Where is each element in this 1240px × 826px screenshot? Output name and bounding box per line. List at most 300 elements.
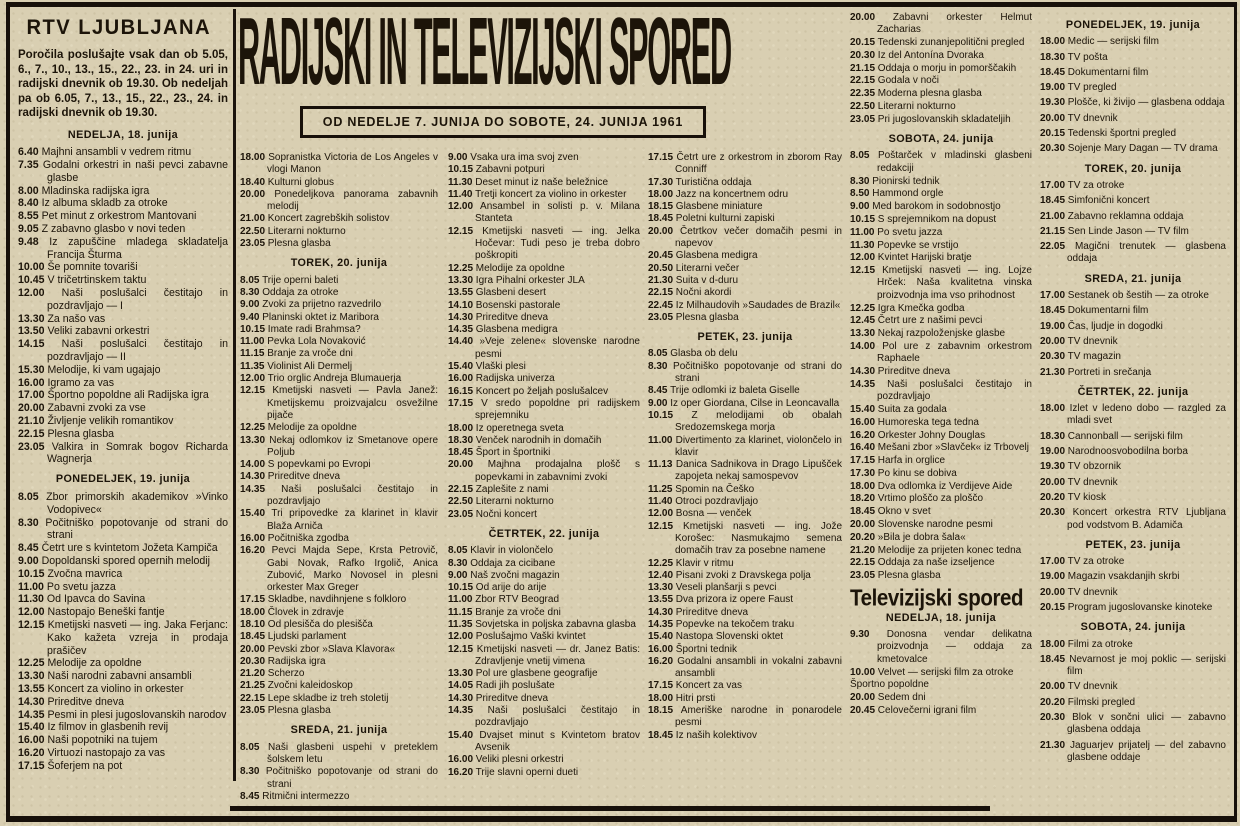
program-entry [850, 214, 1032, 226]
program-time: 8.40 [18, 197, 39, 210]
program-time: 20.20 [850, 531, 876, 543]
program-entry [240, 226, 438, 238]
program-title: Tri pripovedke za klarinet in klavir Blaža Arniča [265, 508, 438, 532]
program-entry [240, 324, 438, 336]
program-time: 20.15 [850, 37, 876, 49]
program-time: 20.30 [1040, 507, 1066, 519]
program-title: Bosna — venček [673, 508, 752, 520]
program-time: 20.45 [648, 250, 674, 262]
program-entry [850, 629, 1032, 666]
program-time: 22.15 [240, 692, 266, 704]
program-time: 17.15 [448, 397, 474, 409]
program-title: Oddaja za otroke [259, 286, 339, 298]
program-entry [648, 385, 842, 397]
program-title: TV pošta [1065, 51, 1108, 63]
program-entry [648, 312, 842, 324]
program-title: Koncert po željah poslušalcev [473, 385, 609, 397]
program-entry [1040, 113, 1226, 125]
program-time: 18.45 [1040, 66, 1066, 78]
program-entry [448, 201, 640, 226]
program-entry [448, 668, 640, 680]
program-title: Kmetijski nasveti — ing. Jaka Ferjanc: Kako kažeta vzreja in prodaja prašičev [44, 618, 228, 657]
program-time: 18.30 [1040, 430, 1066, 442]
program-entry [648, 189, 842, 201]
program-title: Kvintet Harijski bratje [875, 252, 972, 264]
program-title: Plesna glasba [265, 238, 331, 250]
program-title: Cannonball — serijski film [1065, 430, 1183, 442]
program-entry [448, 484, 640, 496]
program-entry [850, 252, 1032, 264]
column-masthead [18, 12, 228, 773]
program-title: Dva odlomka iz Verdijeve Aide [875, 480, 1013, 492]
program-entry [448, 324, 640, 336]
radio-column-3 [448, 152, 640, 779]
program-entry [448, 558, 640, 570]
program-entry [850, 88, 1032, 100]
program-entry [850, 50, 1032, 62]
program-title: Narodnoosvobodilna borba [1065, 446, 1188, 458]
program-entry [1040, 180, 1226, 192]
program-entry [648, 484, 842, 496]
program-time: 13.30 [18, 312, 45, 325]
program-title: Sedem dni [875, 692, 926, 704]
program-title: Ljudski parlament [265, 631, 347, 643]
program-title: Literarni nokturno [875, 101, 956, 113]
program-time: 10.15 [18, 567, 45, 580]
program-entry [448, 644, 640, 669]
program-entry [850, 692, 1032, 704]
program-title: Otroci pozdravljajo [672, 496, 759, 508]
program-title: Vlaški plesi [473, 361, 526, 373]
program-title: TV dnevnik [1065, 681, 1118, 693]
program-title: Dopoldanski spored opernih melodij [38, 555, 210, 567]
program-title: Po svetu jazza [43, 580, 116, 593]
program-entry [648, 570, 842, 582]
program-entry [240, 484, 438, 509]
program-entry [240, 189, 438, 214]
program-title: Jazz na koncertnem odru [673, 188, 789, 200]
program-entry [448, 754, 640, 766]
program-time: 20.20 [1040, 491, 1066, 503]
program-time: 12.15 [448, 643, 474, 655]
program-title: Koncert orkestra RTV Ljubljana pod vodstvom B. Adamiča [1065, 507, 1226, 531]
program-time: 12.15 [850, 265, 876, 277]
program-time: 18.00 [240, 152, 266, 163]
program-time: 19.30 [1040, 461, 1066, 473]
program-time: 23.05 [448, 508, 474, 520]
program-time: 12.45 [850, 315, 876, 327]
program-time: 12.00 [18, 287, 45, 300]
program-title: TV magazin [1065, 351, 1121, 363]
program-entry [18, 606, 228, 619]
program-time: 10.15 [240, 323, 266, 335]
program-entry [648, 680, 842, 692]
program-time: 19.00 [1040, 446, 1066, 458]
program-time: 18.45 [1040, 653, 1066, 665]
program-entry [240, 533, 438, 545]
program-time: 22.50 [240, 225, 266, 237]
program-title: Godalni ansambli in vokalni zabavni ansambli [673, 655, 842, 680]
program-title: Sestanek ob šestih — za otroke [1065, 290, 1209, 302]
program-time: 20.30 [850, 49, 876, 61]
program-entry [18, 377, 228, 390]
program-time: 21.30 [648, 274, 674, 286]
program-time: 19.00 [1040, 571, 1066, 583]
program-title: TV dnevnik [1065, 112, 1118, 124]
program-title: Ponedeljkova panorama zabavnih melodij [265, 188, 438, 213]
program-time: 12.15 [240, 385, 266, 397]
program-entry [240, 435, 438, 460]
program-title: Tretji koncert za violino in orkester [472, 188, 627, 200]
program-title: V tričetrtinskem taktu [44, 274, 147, 287]
program-time: 15.40 [18, 721, 45, 734]
program-entry [648, 693, 842, 705]
program-title: Nastopajo Beneški fantje [44, 606, 165, 619]
program-time: 10.45 [18, 274, 45, 287]
program-entry [18, 619, 228, 657]
program-title: Danica Sadnikova in Drago Lipušček zapojeta nekaj samospevov [672, 459, 842, 483]
program-title: Magazin vsakdanjih skrbi [1065, 571, 1180, 583]
program-entry [648, 496, 842, 508]
program-title: Dokumentarni film [1065, 66, 1149, 78]
program-time: 8.30 [850, 175, 870, 187]
program-title: Filmi za otroke [1065, 638, 1133, 650]
program-title: Kulturni globus [265, 176, 334, 188]
intro-paragraph: Poročila poslušajte vsak dan ob 5.05, 6., 7., 10., 13., 15., 22., 23. in 24. uri in radijski dnevnik ob 19.30. Ob nedeljah pa ob 6.05, 7., 13., 15., 22., 23., 24. in radijski dnevnik ob 19.30. [18, 49, 228, 119]
program-time: 14.30 [448, 311, 474, 323]
program-entry [18, 568, 228, 581]
program-entry [18, 313, 228, 326]
program-time: 12.25 [18, 657, 45, 670]
program-entry [240, 361, 438, 373]
program-entry [1040, 446, 1226, 458]
program-title: Pevski zbor »Slava Klavora« [265, 643, 396, 655]
program-entry [18, 441, 228, 467]
program-time: 20.00 [240, 643, 266, 655]
program-time: 11.15 [448, 606, 473, 618]
program-time: 8.30 [240, 286, 260, 298]
program-title: Iz oper Giordana, Cilse in Leoncavalla [667, 397, 840, 409]
program-entry [648, 730, 842, 742]
program-entry [648, 594, 842, 606]
program-title: TV za otroke [1065, 556, 1125, 568]
program-time: 8.55 [18, 210, 39, 223]
program-time: 14.35 [448, 324, 474, 336]
program-entry [240, 299, 438, 311]
program-time: 10.00 [18, 261, 45, 274]
program-entry [240, 459, 438, 471]
program-time: 12.00 [648, 508, 674, 520]
program-entry [850, 481, 1032, 493]
program-time: 20.00 [448, 459, 474, 471]
program-title: Poštarček v mladinski glasbeni redakciji [869, 150, 1032, 174]
program-time: 9.48 [18, 235, 39, 248]
program-entry [448, 435, 640, 447]
program-entry [448, 336, 640, 361]
program-entry [1040, 431, 1226, 443]
program-time: 18.40 [240, 176, 266, 188]
day-heading: PETEK, 23. junija [1085, 538, 1181, 551]
radio-column-2 [240, 152, 438, 803]
program-time: 10.15 [448, 164, 474, 176]
program-title: Majhna prodajalna plošč s popevkami in zabavnimi zvoki [473, 459, 640, 483]
program-time: 21.30 [1040, 366, 1066, 378]
program-entry [18, 491, 228, 517]
program-title: Od plesišča do plesišča [265, 618, 373, 630]
program-entry [18, 364, 228, 377]
program-time: 18.45 [1040, 305, 1066, 317]
program-entry [18, 721, 228, 734]
program-entry [648, 361, 842, 386]
program-time: 23.05 [18, 440, 45, 453]
program-time: 20.30 [1040, 143, 1066, 155]
program-title: Radijska univerza [473, 373, 555, 385]
program-time: 13.30 [240, 434, 266, 446]
program-entry [850, 506, 1032, 518]
program-time: 22.15 [850, 75, 876, 87]
program-entry [1040, 336, 1226, 348]
program-entry [240, 348, 438, 360]
program-title: Sen Linde Jason — TV film [1065, 225, 1189, 237]
program-title: Iz filmov in glasbenih revij [44, 721, 169, 734]
program-time: 11.40 [448, 188, 473, 200]
program-title: Mešani zbor »Slavček« iz Trbovelj [875, 442, 1029, 454]
program-entry [850, 150, 1032, 175]
program-title: Zabavno reklamna oddaja [1065, 210, 1184, 222]
program-time: 9.40 [240, 311, 260, 323]
program-entry [1040, 97, 1226, 109]
program-time: 18.00 [448, 422, 474, 434]
program-time: 12.25 [240, 422, 266, 434]
program-entry [18, 197, 228, 210]
tv-column-6 [1040, 12, 1226, 767]
program-time: 20.00 [240, 188, 266, 200]
program-entry [18, 287, 228, 313]
program-title: Naš zvočni magazin [467, 569, 560, 581]
program-entry [1040, 477, 1226, 489]
program-time: 9.30 [850, 629, 870, 641]
program-entry [1040, 305, 1226, 317]
program-time: 23.05 [240, 238, 266, 250]
program-title: Iz operetnega sveta [473, 422, 564, 434]
program-title: Program jugoslovanske kinoteke [1065, 601, 1213, 613]
program-title: Venček narodnih in domačih [473, 434, 602, 446]
program-title: TV dnevnik [1065, 586, 1118, 598]
program-time: 14.35 [850, 378, 876, 390]
program-title: Pol ure glasbene geografije [473, 668, 598, 680]
program-time: 11.00 [448, 594, 473, 606]
program-entry [850, 240, 1032, 252]
program-entry [448, 177, 640, 189]
program-title: Kmetijski nasveti — ing. Lojze Hrček: Naša kvalitetna vinska proizvodnja ima vso prihodnost [875, 265, 1032, 301]
program-title: Hitri prsti [673, 692, 716, 704]
program-entry [18, 593, 228, 606]
program-entry [1040, 461, 1226, 473]
program-title: Godalni orkestri in naši pevci zabavne glasbe [38, 159, 228, 184]
program-time: 11.30 [448, 176, 473, 188]
program-time: 20.50 [648, 262, 674, 274]
program-time: 18.00 [648, 692, 674, 704]
program-entry [1040, 67, 1226, 79]
program-title: Deset minut iz naše beležnice [472, 176, 609, 188]
day-heading: NEDELJA, 18. junija [67, 128, 179, 141]
program-title: Simfonični koncert [1065, 195, 1150, 207]
program-time: 16.20 [448, 766, 474, 778]
program-title: Vrtimo ploščo za ploščo [875, 493, 984, 505]
program-entry [850, 201, 1032, 213]
program-entry [240, 385, 438, 422]
program-title: Dvajset minut s Kvintetom bratov Avsenik [473, 729, 640, 753]
program-title: Ansambel in solisti p. v. Milana Stanteta [473, 201, 640, 225]
program-time: 16.20 [18, 746, 45, 759]
program-entry [240, 742, 438, 767]
program-time: 12.00 [850, 252, 876, 264]
program-time: 8.05 [648, 348, 668, 360]
program-time: 22.05 [1040, 241, 1066, 253]
program-time: 14.35 [18, 708, 45, 721]
program-entry [850, 679, 1032, 691]
program-entry [850, 75, 1032, 87]
program-entry [18, 747, 228, 760]
program-entry [850, 315, 1032, 327]
program-time: 14.15 [18, 338, 45, 351]
program-entry [448, 447, 640, 459]
program-time: 11.25 [648, 483, 673, 495]
program-title: Prireditve dneva [473, 311, 549, 323]
program-title: Po svetu jazza [874, 226, 943, 238]
program-time: 20.15 [1040, 128, 1066, 140]
program-time: 14.30 [448, 692, 474, 704]
program-title: Bosenski pastorale [473, 299, 561, 311]
program-time: 14.35 [240, 483, 266, 495]
program-entry [448, 570, 640, 582]
program-title: Literarni nokturno [473, 496, 554, 508]
program-time: 21.00 [240, 213, 266, 225]
program-title: Glasba ob delu [667, 348, 738, 360]
program-entry [448, 545, 640, 557]
program-title: Klavir v ritmu [673, 557, 734, 569]
program-time: 15.30 [18, 363, 45, 376]
program-title: Literarni nokturno [265, 225, 346, 237]
day-heading: ČETRTEK, 22. junija [1077, 385, 1189, 398]
program-title: Jaguarjev prijatelj — del zabavno glasbene oddaje [1065, 739, 1226, 763]
program-entry [18, 517, 228, 543]
day-heading: SREDA, 21. junija [1084, 272, 1182, 285]
program-entry [240, 422, 438, 434]
program-time: 8.05 [448, 545, 468, 557]
program-time: 14.30 [648, 606, 674, 618]
program-title: Sopranistka Victoria de Los Angeles v vlogi Manon [265, 152, 438, 176]
program-title: Četrt ure s kvintetom Jožeta Kampiča [38, 542, 218, 555]
program-entry [1040, 195, 1226, 207]
program-entry [448, 693, 640, 705]
program-time: 16.00 [448, 373, 474, 385]
program-title: Radi jih poslušate [473, 680, 555, 692]
day-heading: PONEDELJEK, 19. junija [55, 473, 191, 486]
program-entry [448, 373, 640, 385]
program-entry [240, 275, 438, 287]
program-title: Trije slavni operni dueti [473, 766, 579, 778]
program-title: Valkira in Somrak bogov Richarda Wagnerja [44, 440, 228, 466]
program-title: Klavir in violončelo [467, 545, 554, 557]
program-title: Portreti in srečanja [1065, 366, 1152, 378]
program-time: 8.05 [850, 150, 870, 162]
program-entry [648, 213, 842, 225]
program-entry [240, 545, 438, 594]
program-title: Pri jugoslovanskih skladateljih [875, 113, 1011, 125]
program-title: Človek in zdravje [265, 606, 344, 618]
program-time: 20.00 [1040, 476, 1066, 488]
program-title: Godala v noči [875, 75, 939, 87]
program-title: Plesna glasba [265, 705, 331, 717]
program-title: Glasbeni desert [473, 287, 546, 299]
program-entry [1040, 128, 1226, 140]
program-entry [648, 300, 842, 312]
program-time: 18.20 [850, 493, 876, 505]
program-time: 8.05 [240, 274, 260, 286]
program-title: Nastopa Slovenski oktet [673, 631, 784, 643]
program-entry [648, 435, 842, 460]
program-title: Nekaj razpoloženjske glasbe [875, 328, 1006, 340]
program-time: 18.00 [1040, 36, 1066, 48]
program-time: 18.45 [648, 729, 674, 741]
program-time: 11.00 [18, 580, 44, 593]
program-entry [648, 201, 842, 213]
program-entry [1040, 556, 1226, 568]
program-title: Veseli planšarji s pevci [673, 582, 777, 594]
day-heading: NEDELJA, 18. junija [885, 611, 997, 624]
program-title: Harfa in orglice [875, 455, 946, 467]
program-entry [850, 545, 1032, 557]
station-name: RTV LJUBLJANA [26, 16, 212, 39]
program-time: 16.00 [448, 754, 474, 766]
program-entry [648, 521, 842, 558]
program-time: 22.15 [850, 557, 876, 569]
program-time: 8.30 [448, 557, 468, 569]
program-title: Popevke se vrstijo [874, 239, 959, 251]
program-time: 12.00 [18, 606, 45, 619]
program-title: Dva prizora iz opere Faust [673, 594, 794, 606]
program-entry [240, 656, 438, 668]
program-entry [240, 705, 438, 717]
program-entry [240, 213, 438, 225]
program-time: 17.15 [240, 594, 266, 606]
program-title: Ameriške narodne in ponarodele pesmi [673, 705, 842, 729]
program-time: 21.15 [850, 62, 876, 74]
program-entry [850, 114, 1032, 126]
program-entry [448, 152, 640, 164]
program-title: Blok v sončni ulici — zabavno glasbena oddaja [1065, 712, 1226, 736]
program-time: 10.00 [850, 666, 876, 678]
program-time: 18.45 [448, 447, 474, 459]
program-entry [448, 730, 640, 755]
program-entry [240, 619, 438, 631]
program-entry [648, 607, 842, 619]
program-title: Moderna plesna glasba [875, 88, 982, 100]
program-entry [1040, 571, 1226, 583]
program-title: Igra Kmečka godba [875, 302, 965, 314]
program-title: Še pomnite tovariši [44, 261, 138, 274]
program-time: 13.55 [448, 287, 474, 299]
program-time: 16.15 [448, 385, 474, 397]
program-title: Poslušajmo Vaški kvintet [473, 631, 586, 643]
program-title: Suita v d-duru [673, 274, 739, 286]
program-title: TV dnevnik [1065, 335, 1118, 347]
program-title: Sovjetska in poljska zabavna glasba [472, 618, 636, 630]
program-entry [240, 680, 438, 692]
program-title: Iz zapuščine mladega skladatelja Francija Šturma [38, 235, 228, 261]
program-time: 12.15 [448, 225, 474, 237]
